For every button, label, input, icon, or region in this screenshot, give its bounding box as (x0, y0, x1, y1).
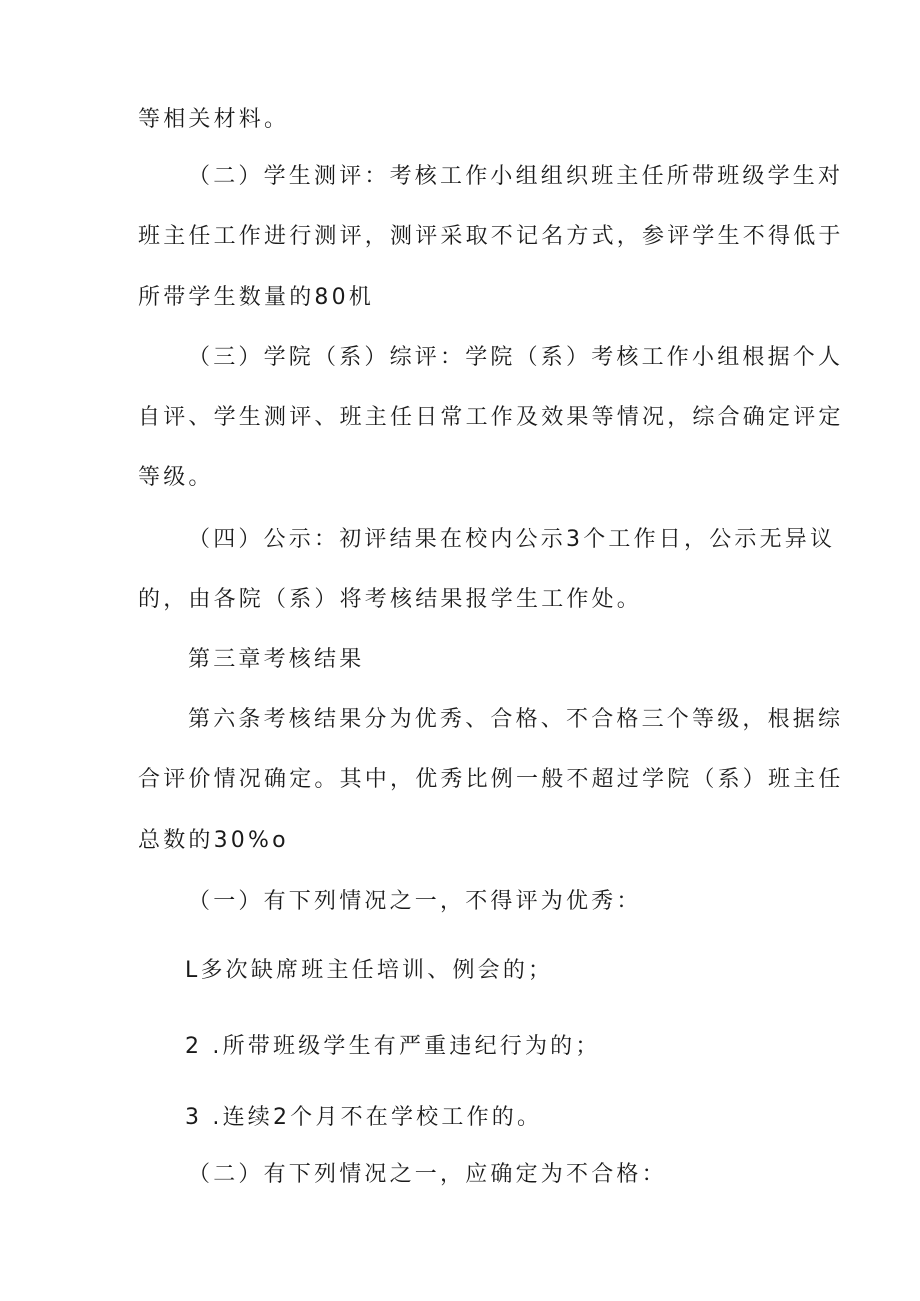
text-line-1: 等相关材料。 (138, 107, 290, 132)
text-line-9: 的，由各院（系）将考核结果报学生工作处。 (138, 587, 643, 612)
text-line-2: （二）学生测评：考核工作小组组织班主任所带班级学生对 (188, 164, 844, 189)
list-item-3: 3 .连续2个月不在学校工作的。 (185, 1105, 543, 1130)
text-line-4: 所带学生数量的80机 (138, 285, 374, 310)
text-line-18: （二）有下列情况之一，应确定为不合格： (188, 1162, 667, 1187)
text-line-8: （四）公示：初评结果在校内公示3个工作日，公示无异议 (188, 527, 836, 552)
list-item-1: L多次缺席班主任培训、例会的； (185, 958, 554, 983)
text-line-11: 第六条考核结果分为优秀、合格、不合格三个等级，根据综 (188, 707, 844, 732)
text-line-14: （一）有下列情况之一，不得评为优秀： (188, 889, 642, 914)
text-line-7: 等级。 (138, 465, 214, 490)
text-line-13: 总数的30%o (138, 828, 289, 853)
text-line-12: 合评价情况确定。其中，优秀比例一般不超过学院（系）班主任 (138, 767, 844, 792)
text-line-3: 班主任工作进行测评，测评采取不记名方式，参评学生不得低于 (138, 224, 844, 249)
chapter-heading: 第三章考核结果 (188, 647, 365, 672)
list-item-2: 2 .所带班级学生有严重违纪行为的； (185, 1034, 601, 1059)
text-line-5: （三）学院（系）综评：学院（系）考核工作小组根据个人 (188, 345, 844, 370)
text-line-6: 自评、学生测评、班主任日常工作及效果等情况，综合确定评定 (138, 405, 844, 430)
